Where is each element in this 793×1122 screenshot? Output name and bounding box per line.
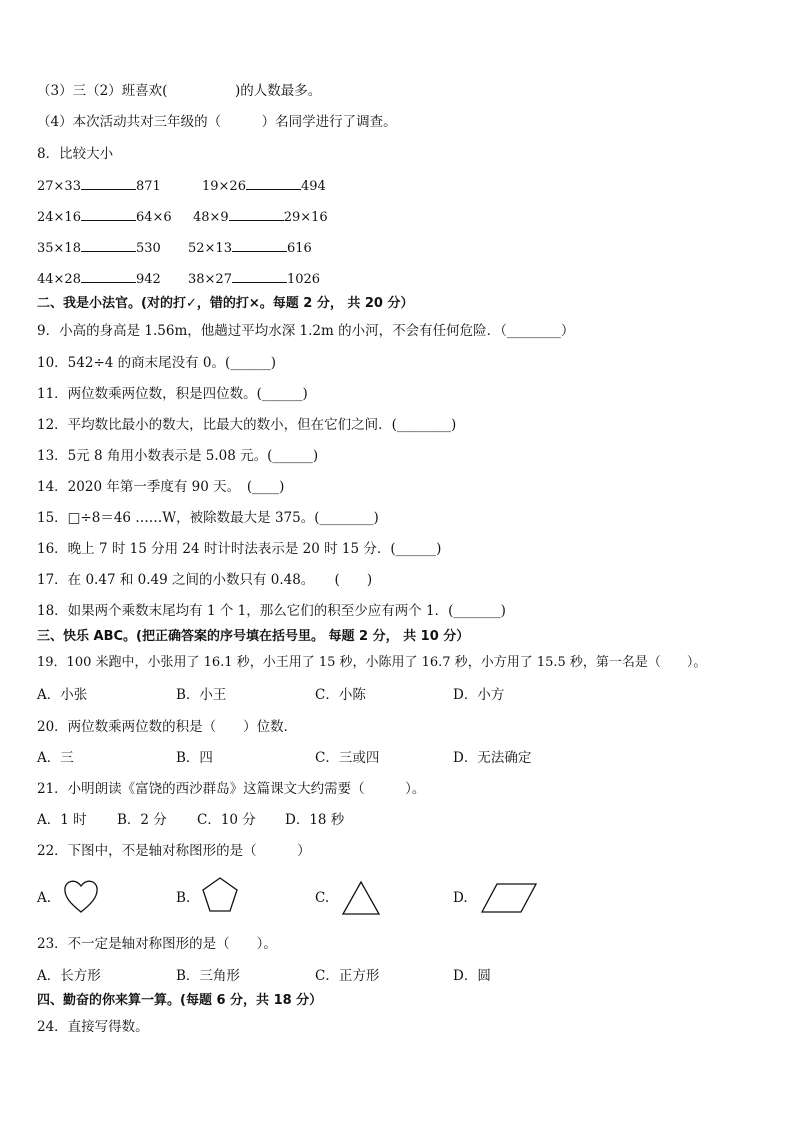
question-11: 11．两位数乘两位数，积是四位数。(______) — [37, 386, 308, 402]
q22-option-a[interactable]: A. — [37, 890, 52, 906]
q22-option-b[interactable]: B. — [176, 890, 191, 906]
question-12: 12．平均数比最小的数大，比最大的数小，但在它们之间．(________) — [37, 417, 457, 433]
q23-option-b[interactable]: B．三角形 — [176, 968, 240, 984]
section-4-heading: 四、勤奋的你来算一算。(每题 6 分，共 18 分） — [37, 993, 323, 1008]
pentagon-icon — [202, 877, 238, 913]
q19-option-c[interactable]: C．小陈 — [315, 687, 366, 703]
question-20: 20．两位数乘两位数的积是（ ）位数． — [37, 719, 298, 735]
parallelogram-icon — [480, 882, 538, 914]
q19-option-a[interactable]: A．小张 — [37, 687, 88, 703]
question-14: 14．2020 年第一季度有 90 天。 (____) — [37, 479, 285, 495]
q8-item: 48×9 29×16 — [193, 207, 328, 227]
q21-option-c[interactable]: C．10 分 — [197, 812, 256, 828]
question-19: 19．100 米跑中，小张用了 16.1 秒，小王用了 15 秒，小陈用了 16.7 秒，小方用了 15.5 秒，第一名是（ ）。 — [37, 655, 707, 670]
question-21: 21．小明朗读《富饶的西沙群岛》这篇课文大约需要（ ）。 — [37, 781, 426, 797]
q20-option-a[interactable]: A．三 — [37, 750, 74, 766]
q21-option-d[interactable]: D．18 秒 — [285, 812, 345, 828]
q7-line4: （4）本次活动共对三年级的（ ）名同学进行了调查。 — [37, 114, 397, 130]
q8-item: 35×18 530 — [37, 238, 161, 258]
q7-line3: （3）三（2）班喜欢( )的人数最多。 — [37, 83, 322, 99]
q21-option-a[interactable]: A．1 时 — [37, 812, 87, 828]
q23-option-a[interactable]: A．长方形 — [37, 968, 101, 984]
q8-item: 24×16 64×6 — [37, 207, 172, 227]
q21-option-b[interactable]: B．2 分 — [117, 812, 167, 828]
question-22: 22．下图中，不是轴对称图形的是（ ） — [37, 843, 311, 859]
section-3-heading: 三、快乐 ABC。(把正确答案的序号填在括号里。 每题 2 分， 共 10 分） — [37, 629, 470, 644]
q8-item: 27×33 871 — [37, 176, 161, 196]
triangle-icon — [341, 880, 381, 916]
q8-title: 8．比较大小 — [37, 146, 114, 162]
question-18: 18．如果两个乘数末尾均有 1 个 1，那么它们的积至少应有两个 1．(_______) — [37, 603, 506, 619]
q19-option-b[interactable]: B．小王 — [176, 687, 227, 703]
q20-option-d[interactable]: D．无法确定 — [453, 750, 532, 766]
q8-item: 38×27 1026 — [188, 269, 320, 289]
question-15: 15．□÷8＝46 ……W，被除数最大是 375。(________) — [37, 510, 379, 526]
question-23: 23．不一定是轴对称图形的是（ ）。 — [37, 936, 277, 952]
q22-option-c[interactable]: C. — [315, 890, 330, 906]
heart-icon — [63, 878, 99, 914]
q23-option-d[interactable]: D．圆 — [453, 968, 491, 984]
q20-option-c[interactable]: C．三或四 — [315, 750, 380, 766]
q20-option-b[interactable]: B．四 — [176, 750, 213, 766]
q19-option-d[interactable]: D．小方 — [453, 687, 505, 703]
question-16: 16．晚上 7 时 15 分用 24 时计时法表示是 20 时 15 分．(______) — [37, 541, 442, 557]
q8-item: 19×26 494 — [202, 176, 326, 196]
q22-option-d[interactable]: D. — [453, 890, 468, 906]
q8-item: 52×13 616 — [188, 238, 312, 258]
q8-item: 44×28 942 — [37, 269, 161, 289]
section-2-heading: 二、我是小法官。(对的打✓，错的打×。每题 2 分， 共 20 分） — [37, 296, 414, 311]
question-9: 9．小高的身高是 1.56m，他趟过平均水深 1.2m 的小河，不会有任何危险．（________） — [37, 323, 575, 339]
question-10: 10．542÷4 的商末尾没有 0。(______) — [37, 355, 277, 371]
question-24: 24．直接写得数。 — [37, 1019, 149, 1035]
question-17: 17．在 0.47 和 0.49 之间的小数只有 0.48。 ( ) — [37, 572, 373, 588]
q23-option-c[interactable]: C．正方形 — [315, 968, 380, 984]
question-13: 13．5元 8 角用小数表示是 5.08 元。(______) — [37, 448, 319, 464]
